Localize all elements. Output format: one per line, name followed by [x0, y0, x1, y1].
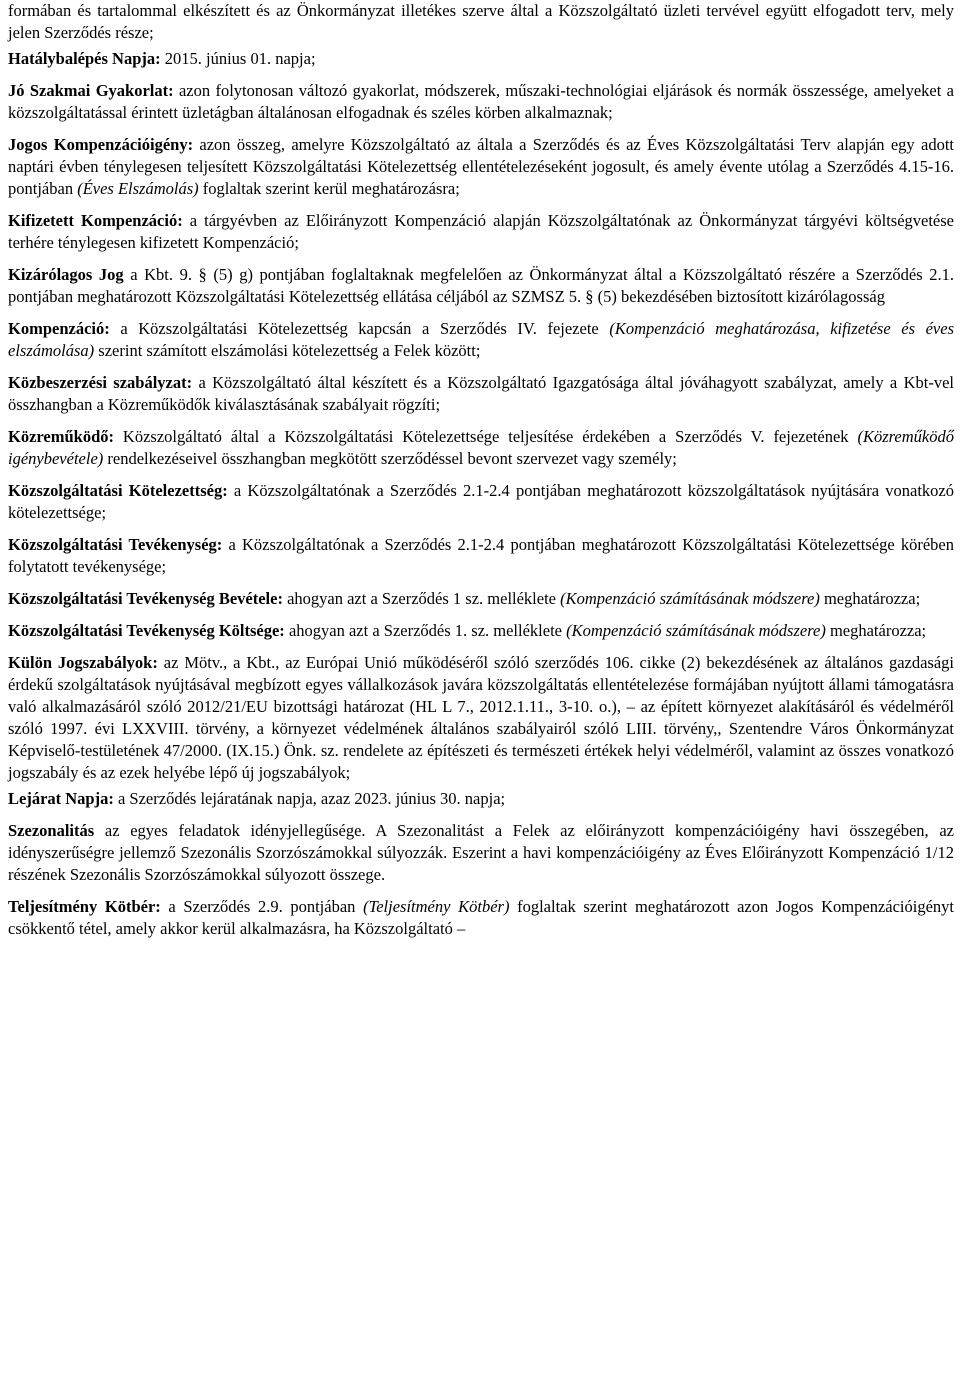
section-reference: (Kompenzáció meghatározása, kifizetése és éves elszámolása) — [8, 319, 954, 360]
definition-text: formában és tartalommal elkészített és az Önkormányzat illetékes szerve által a Közszolgáltató üzleti tervével együtt elfogadott terv, mely jelen Szerződés része; — [8, 1, 954, 42]
section-reference: (Kompenzáció számításának módszere) — [560, 589, 820, 608]
defined-term: Kompenzáció: — [8, 319, 110, 338]
definition-paragraph — [8, 372, 954, 416]
definition-text: a Közszolgáltató által készített és a Közszolgáltató Igazgatósága által jóváhagyott szabályzat, amely a Kbt-vel összhangban a Közreműködők kiválasztásának szabályait rögzíti; — [8, 373, 954, 414]
definition-text: a Közszolgáltatónak a Szerződés 2.1-2.4 pontjában meghatározott közszolgáltatások nyújtására vonatkozó kötelezettsége; — [8, 481, 954, 522]
defined-term: Kifizetett Kompenzáció: — [8, 211, 183, 230]
definition-text: azon folytonosan változó gyakorlat, módszerek, műszaki-technológiai eljárások és normák összessége, amelyeket a közszolgáltatással érintett üzletágban általánosan elfogadnak és széles körben alkalmaznak; — [8, 81, 954, 122]
definition-text: foglaltak szerint meghatározott azon Jogos Kompenzációigényt csökkentő tétel, amely akkor kerül alkalmazásra, ha Közszolgáltató – — [8, 897, 954, 938]
defined-term: Külön Jogszabályok: — [8, 653, 158, 672]
defined-term: Közszolgáltatási Tevékenység Költsége: — [8, 621, 285, 640]
definition-paragraph — [8, 134, 954, 200]
defined-term: Jogos Kompenzációigény: — [8, 135, 194, 154]
definition-text: az Mötv., a Kbt., az Európai Unió működéséről szóló szerződés 106. cikke (2) bekezdésének az általános gazdasági érdekű szolgáltatások nyújtásával megbízott egyes vállalkozások javára közszolgáltatás ellentételezése formájában nyújtott állami támogatásra való alkalmazásáról szóló 2012/21/EU bizottsági határozat (HL L 7., 2012.1.11., 3-10. o.), – az épített környezet alakításáról és védelméről szóló 1997. évi LXXVIII. törvény, a környezet védelmének általános szabályairól szóló LIII. törvény,, Szentendre Város Önkormányzat Képviselő-testületének 47/2000. (IX.15.) Önk. sz. rendelete az építészeti és természeti értékek helyi védelméről, valamint az összes vonatkozó jogszabály és az ezek helyébe lépő új jogszabályok; — [8, 653, 954, 782]
definition-text: meghatározza; — [825, 621, 927, 640]
definition-paragraph — [8, 820, 954, 886]
definition-text: a Szerződés lejáratának napja, azaz 2023. június 30. napja; — [113, 789, 506, 808]
definition-paragraph — [8, 480, 954, 524]
definition-text: a Közszolgáltatási Kötelezettség kapcsán a Szerződés IV. fejezete — [109, 319, 610, 338]
definition-paragraph — [8, 588, 954, 610]
definition-text: szerint számított elszámolási kötelezettség a Felek között; — [94, 341, 481, 360]
definition-text: a Közszolgáltatónak a Szerződés 2.1-2.4 pontjában meghatározott Közszolgáltatási Kötelezettsége körében folytatott tevékenysége; — [8, 535, 954, 576]
defined-term: Közbeszerzési szabályzat: — [8, 373, 193, 392]
defined-term: Közszolgáltatási Tevékenység Bevétele: — [8, 589, 283, 608]
definition-text: a tárgyévben az Előirányzott Kompenzáció alapján Közszolgáltatónak az Önkormányzat tárgyévi költségvetése terhére ténylegesen kifizetett Kompenzáció; — [8, 211, 954, 252]
section-reference: (Teljesítmény Kötbér) — [363, 897, 510, 916]
defined-term: Teljesítmény Kötbér: — [8, 897, 161, 916]
definition-paragraph — [8, 0, 954, 44]
section-reference: (Kompenzáció számításának módszere) — [566, 621, 826, 640]
defined-term: Hatálybalépés Napja: — [8, 49, 161, 68]
definition-text: a Kbt. 9. § (5) g) pontjában foglaltaknak megfelelően az Önkormányzat által a Közszolgáltató részére a Szerződés 2.1. pontjában meghatározott Közszolgáltatási Kötelezettség ellátása céljából az SZMSZ 5. § (5) bekezdésében biztosított kizárólagosság — [8, 265, 954, 306]
definition-text: meghatározza; — [819, 589, 921, 608]
defined-term: Közreműködő: — [8, 427, 115, 446]
definition-paragraph — [8, 426, 954, 470]
defined-term: Szezonalitás — [8, 821, 95, 840]
definition-paragraph — [8, 318, 954, 362]
defined-term: Közszolgáltatási Kötelezettség: — [8, 481, 228, 500]
definition-text: ahogyan azt a Szerződés 1. sz. melléklete — [284, 621, 567, 640]
definition-text: ahogyan azt a Szerződés 1 sz. melléklete — [282, 589, 561, 608]
definition-text: a Szerződés 2.9. pontjában — [160, 897, 364, 916]
definition-paragraph — [8, 48, 954, 70]
defined-term: Kizárólagos Jog — [8, 265, 124, 284]
definition-text: foglaltak szerint kerül meghatározásra; — [198, 179, 460, 198]
section-reference: (Közreműködő igénybevétele) — [8, 427, 954, 468]
defined-term: Közszolgáltatási Tevékenység: — [8, 535, 223, 554]
definition-paragraph — [8, 80, 954, 124]
definition-paragraph — [8, 788, 954, 810]
defined-term: Lejárat Napja: — [8, 789, 114, 808]
section-reference: (Éves Elszámolás) — [77, 179, 199, 198]
definition-paragraph — [8, 534, 954, 578]
definition-text: Közszolgáltató által a Közszolgáltatási Kötelezettsége teljesítése érdekében a Szerződés V. fejezetének — [114, 427, 858, 446]
definition-paragraph — [8, 620, 954, 642]
definition-text: az egyes feladatok idényjellegűsége. A Szezonalitást a Felek az előirányzott kompenzációigény havi összegében, az idényszerűségre jellemző Szezonális Szorzószámokkal súlyozzák. Eszerint a havi kompenzációigény az Éves Előirányzott Kompenzáció 1/12 részének Szezonális Szorzószámokkal súlyozott összege. — [8, 821, 954, 884]
definition-paragraph — [8, 896, 954, 940]
definition-text: rendelkezéseivel összhangban megkötött szerződéssel bevont szervezet vagy személy; — [103, 449, 677, 468]
definition-text: 2015. június 01. napja; — [160, 49, 316, 68]
definition-paragraph — [8, 652, 954, 784]
definition-paragraph — [8, 264, 954, 308]
defined-term: Jó Szakmai Gyakorlat: — [8, 81, 174, 100]
definition-paragraph — [8, 210, 954, 254]
definition-text: azon összeg, amelyre Közszolgáltató az általa a Szerződés és az Éves Közszolgáltatási Terv alapján egy adott naptári évben ténylegesen teljesített Közszolgáltatási Kötelezettség ellentételezéseként jogosult, és amely évente utólag a Szerződés 4.15-16. pontjában — [8, 135, 954, 198]
